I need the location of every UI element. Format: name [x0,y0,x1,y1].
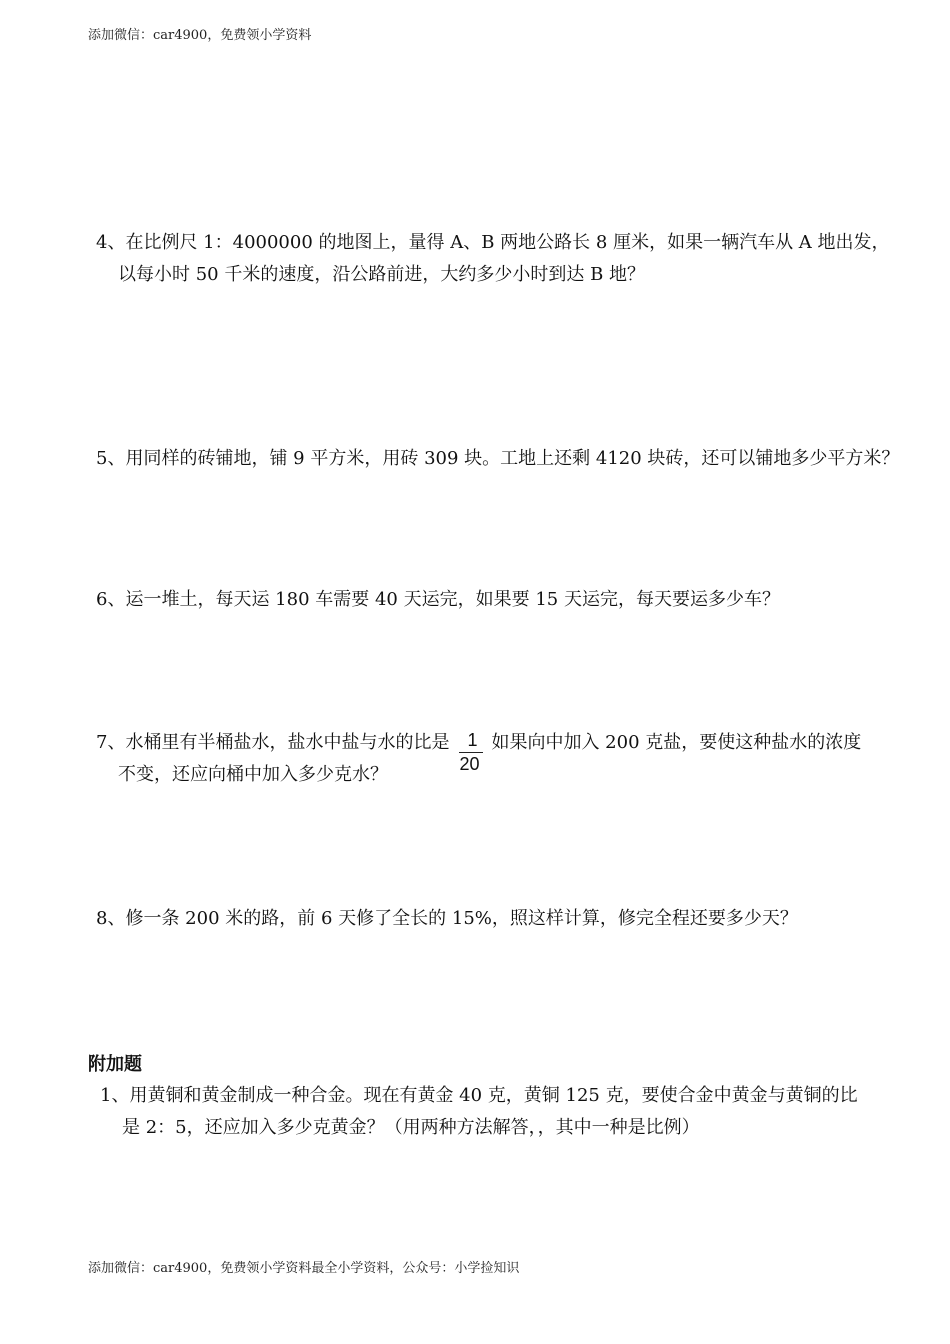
bonus-question-1-line-2: 是 2：5，还应加入多少克黄金？（用两种方法解答，，其中一种是比例） [122,1117,700,1138]
question-8-line-1: 8、修一条 200 米的路，前 6 天修了全长的 15%，照这样计算，修完全程还要多少天？ [96,908,798,929]
question-8 [96,903,798,935]
page-footer: 添加微信：car4900，免费领小学资料最全小学资料，公众号：小学捡知识 [88,1261,520,1276]
question-7-line-1 [96,727,862,774]
question-7-line-2: 不变，还应向桶中加入多少克水？ [118,764,388,785]
question-5 [96,443,899,475]
bonus-question-1 [100,1080,858,1144]
question-7 [96,727,861,791]
fraction [457,727,485,774]
question-7-text-before: 7、水桶里有半桶盐水，盐水中盐与水的比是 [96,732,450,753]
bonus-question-1-line-1: 1、用黄铜和黄金制成一种合金。现在有黄金 40 克，黄铜 125 克，要使合金中黄金与黄铜的比 [100,1085,858,1106]
question-4-line-1: 4、在比例尺 1：4000000 的地图上，量得 A、B 两地公路长 8 厘米，如果一辆汽车从 A 地出发， [96,232,890,253]
fraction-bar [459,752,483,753]
question-5-line-1: 5、用同样的砖铺地，铺 9 平方米，用砖 309 块。工地上还剩 4120 块砖，还可以铺地多少平方米？ [96,448,900,469]
question-6 [96,584,780,616]
question-7-text-after: 如果向中加入 200 克盐，要使这种盐水的浓度 [491,732,862,753]
question-4-line-2: 以每小时 50 千米的速度，沿公路前进，大约多少小时到达 B 地？ [118,264,646,285]
fraction-numerator: 1 [467,730,478,750]
question-4 [96,227,890,291]
question-6-line-1: 6、运一堆土，每天运 180 车需要 40 天运完，如果要 15 天运完，每天要运多少车？ [96,589,780,610]
fraction-denominator: 20 [459,754,480,774]
bonus-section-title: 附加题 [88,1054,142,1075]
page-header: 添加微信：car4900，免费领小学资料 [88,28,312,43]
